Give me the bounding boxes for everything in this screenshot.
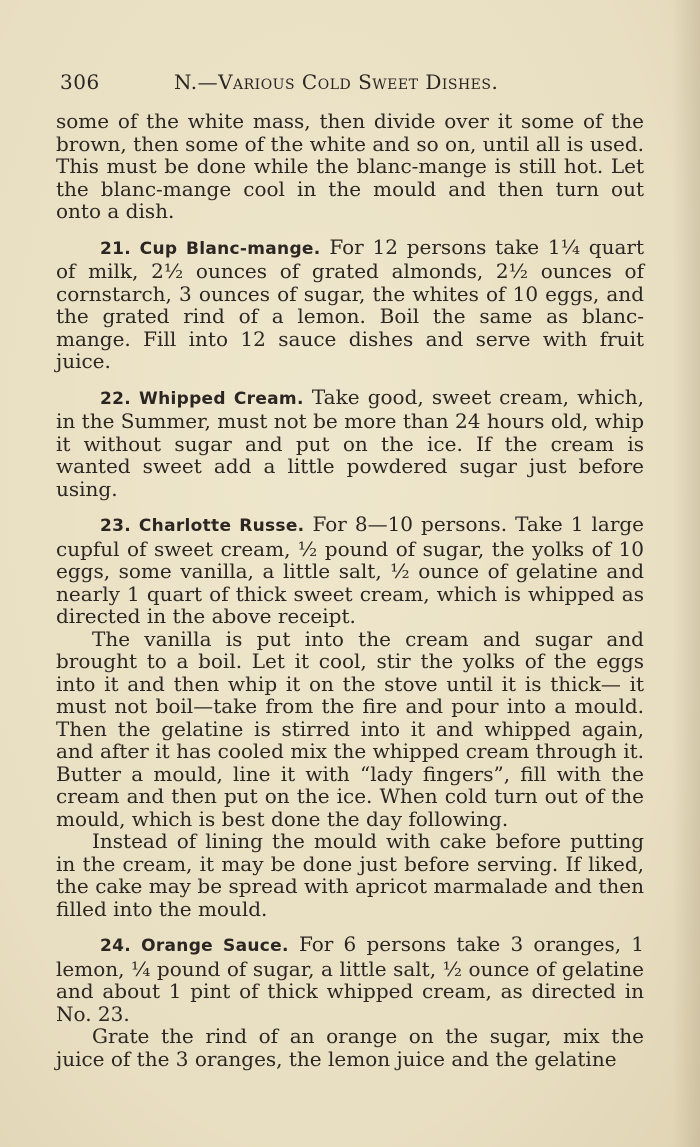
recipe-24-text: For 6 persons take 3 oranges, 1 lemon, ¼ pound of sugar, a little salt, ½ ounce of gelatine and about 1 pint of thick whipped cream, as directed in No. 23. xyxy=(56,932,645,1026)
recipe-23-paragraph-3: Instead of lining the mould with cake before putting in the cream, it may be done just before serving. If liked, the cake may be spread with apricot marmalade and then filled into the mould. xyxy=(56,829,644,921)
recipe-21 xyxy=(56,236,644,373)
recipe-22-title: 22. Whipped Cream. xyxy=(100,388,304,409)
running-head: N.—Various Cold Sweet Dishes. xyxy=(174,70,499,94)
recipe-23-paragraph-2: The vanilla is put into the cream and sugar and brought to a boil. Let it cool, stir the yolks of the eggs into it and then whip it on the stove until it is thick— it must not boil—take from the fire and pour into a mould. Then the gelatine is stirred into it and whipped again, and after it has cooled mix the whipped cream through it. Butter a mould, line it with “lady fingers”, fill with the cream and then put on the ice. When cold turn out of the mould, which is best done the day following. xyxy=(56,626,644,831)
recipe-24-title: 24. Orange Sauce. xyxy=(100,936,289,956)
recipe-21-text: For 12 persons take 1¼ quart of milk, 2½ ounces of grated almonds, 2½ ounces of cornstarch, 3 ounces of sugar, the whites of 10 eggs, and the grated rind of a lemon. Boil the same as blanc-mange. Fill into 12 sauce dishes and serve with fruit juice. xyxy=(56,234,644,373)
recipe-23-text: For 8—10 persons. Take 1 large cupful of sweet cream, ½ pound of sugar, the yolks of 10 eggs, some vanilla, a little salt, ½ ounce of gelatine and nearly 1 quart of thick sweet cream, which is whipped as directed in the above receipt. xyxy=(56,512,645,628)
page-body xyxy=(56,110,644,1070)
page-header xyxy=(60,70,660,100)
recipe-24-paragraph-2: Grate the rind of an orange on the sugar, mix the juice of the 3 oranges, the lemon juice and the gelatine xyxy=(56,1024,644,1071)
page-number: 306 xyxy=(60,70,100,94)
recipe-22-text: Take good, sweet cream, which, in the Summer, must not be more than 24 hours old, whip it without sugar and put on the ice. If the cream is wanted sweet add a little powdered sugar just before using. xyxy=(56,384,645,501)
recipe-21-title: 21. Cup Blanc-mange. xyxy=(100,238,321,259)
page-spine-shadow xyxy=(672,0,700,1147)
recipe-23-title: 23. Charlotte Russe. xyxy=(100,516,305,536)
recipe-23 xyxy=(56,513,644,628)
recipe-24 xyxy=(56,933,644,1025)
continued-paragraph: some of the white mass, then divide over it some of the brown, then some of the white and so on, until all is used. This must be done while the blanc-mange is still hot. Let the blanc-mange cool in the mould and then turn out onto a dish. xyxy=(56,109,644,223)
recipe-22 xyxy=(56,386,644,501)
